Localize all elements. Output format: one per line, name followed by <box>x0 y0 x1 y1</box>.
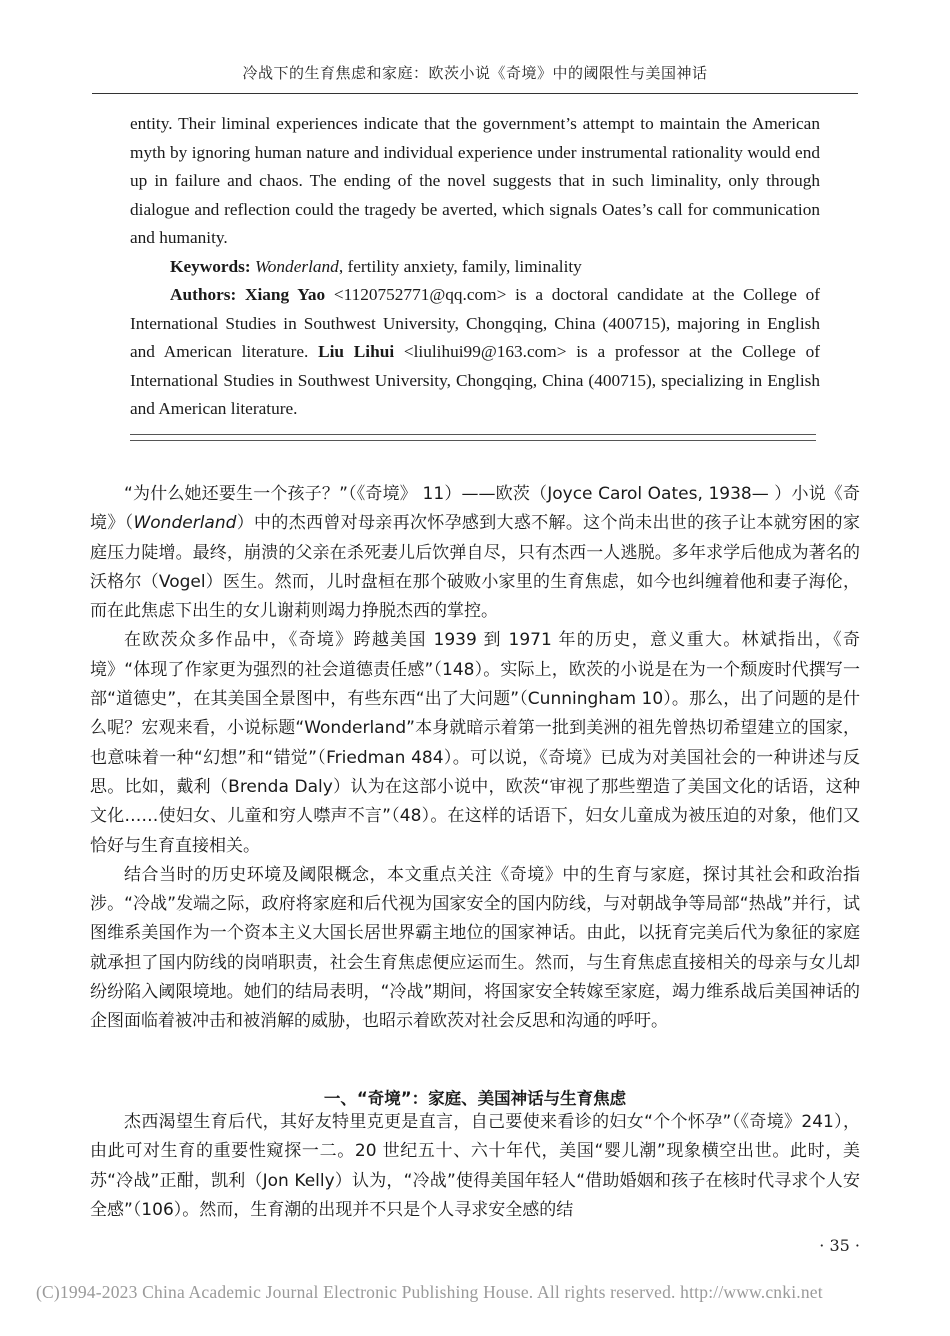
section-body <box>90 1108 860 1225</box>
keywords-label: Keywords: <box>170 256 251 276</box>
keywords-rest: , fertility anxiety, family, liminality <box>338 256 582 276</box>
body-paragraph-2: 在欧茨众多作品中，《奇境》跨越美国 1939 到 1971 年的历史，意义重大。林斌指出，《奇境》“体现了作家更为强烈的社会道德责任感”（148）。实际上，欧茨的小说是在为一个颓废时代撰写一部“道德史”，在其美国全景图中，有些东西“出了大问题”（Cunningham 10）。那么，出了问题的是什么呢？宏观来看，小说标题“Wonderland”本身就暗示着第一批到美洲的祖先曾热切希望建立的国家，也意味着一种“幻想”和“错觉”（Friedman 484）。可以说，《奇境》已成为对美国社会的一种讲述与反思。比如，戴利（Brenda Daly）认为在这部小说中，欧茨“审视了那些塑造了美国文化的话语，这种文化……使妇女、儿童和穷人噤声不言”（48）。在这样的话语下，妇女儿童成为被压迫的对象，他们又恰好与生育直接相关。 <box>90 630 860 856</box>
abstract-divider <box>130 434 816 441</box>
abstract-continuation: entity. Their liminal experiences indicate that the government’s attempt to maintain the American myth by ignoring human nature and individual experience under instrumental rationality would end up in failure and chaos. The ending of the novel suggests that in such liminality, only through dialogue and reflection could the tragedy be averted, which signals Oates’s call for communication and humanity. <box>130 114 820 247</box>
keywords-title: Wonderland <box>254 256 339 276</box>
body-paragraph-1 <box>90 480 860 626</box>
header-rule <box>92 93 858 94</box>
body-intro <box>90 480 860 1037</box>
section-heading: 一、“奇境”：家庭、美国神话与生育焦虑 <box>323 1089 627 1108</box>
p1-italic-title: Wonderland <box>133 513 237 534</box>
author1-name: Xiang Yao <box>244 285 326 304</box>
p1-part-a: “为什么她还要生一个孩子？”（《奇境》 11）——欧茨（Joyce Carol Oates, 1938— ）小说《奇境》（ <box>90 484 860 534</box>
body-paragraph-3: 结合当时的历史环境及阈限概念，本文重点关注《奇境》中的生育与家庭，探讨其社会和政治指涉。“冷战”发端之际，政府将家庭和后代视为国家安全的国内防线，与对朝战争等局部“热战”并行，试图维系美国作为一个资本主义大国长居世界霸主地位的国家神话。由此，以抚育完美后代为象征的家庭就承担了国内防线的岗哨职责，社会生育焦虑便应运而生。然而，与生育焦虑直接相关的母亲与女儿却纷纷陷入阈限境地。她们的结局表明，“冷战”期间，将国家安全转嫁至家庭，竭力维系战后美国神话的企图面临着被冲击和被消解的威胁，也昭示着欧茨对社会反思和沟通的呼吁。 <box>90 864 860 1032</box>
authors-label: Authors: <box>170 285 237 304</box>
copyright-watermark: (C)1994-2023 China Academic Journal Electronic Publishing House. All rights reserved. http://www.cnki.net <box>36 1282 823 1302</box>
authors-paragraph <box>130 281 820 424</box>
author1-desc: <1120752771@qq.com> is a doctoral candidate at the College of International Studies in Southwest University, Chongqing, China (400715), majoring in English and American literature. <box>130 285 820 361</box>
keywords-line <box>130 253 820 282</box>
author2-name: Liu Lihui <box>318 342 395 361</box>
p1-part-b: ）中的杰西曾对母亲再次怀孕感到大惑不解。这个尚未出世的孩子让本就穷困的家庭压力陡增。最终，崩溃的父亲在杀死妻儿后饮弹自尽，只有杰西一人逃脱。多年求学后他成为著名的沃格尔（Vogel）医生。然而，儿时盘桓在那个破败小家里的生育焦虑，如今也纠缠着他和妻子海伦，而在此焦虑下出生的女儿谢莉则竭力挣脱杰西的掌控。 <box>90 513 861 622</box>
running-header: 冷战下的生育焦虑和家庭：欧茨小说《奇境》中的阈限性与美国神话 <box>242 64 708 82</box>
author2-desc: <liulihui99@163.com> is a professor at the College of International Studies in Southwest University, Chongqing, China (400715), specializing in English and American literature. <box>130 342 820 418</box>
page-number: · 35 · <box>819 1236 860 1255</box>
section-paragraph-1: 杰西渴望生育后代，其好友特里克更是直言，自己要使来看诊的妇女“个个怀孕”（《奇境》241），由此可对生育的重要性窥探一二。20 世纪五十、六十年代，美国“婴儿潮”现象横空出世。此时，美苏“冷战”正酣，凯利（Jon Kelly）认为，“冷战”使得美国年轻人“借助婚姻和孩子在核时代寻求个人安全感”（106）。然而，生育潮的出现并不只是个人寻求安全感的结 <box>90 1112 860 1220</box>
english-abstract <box>130 110 820 424</box>
